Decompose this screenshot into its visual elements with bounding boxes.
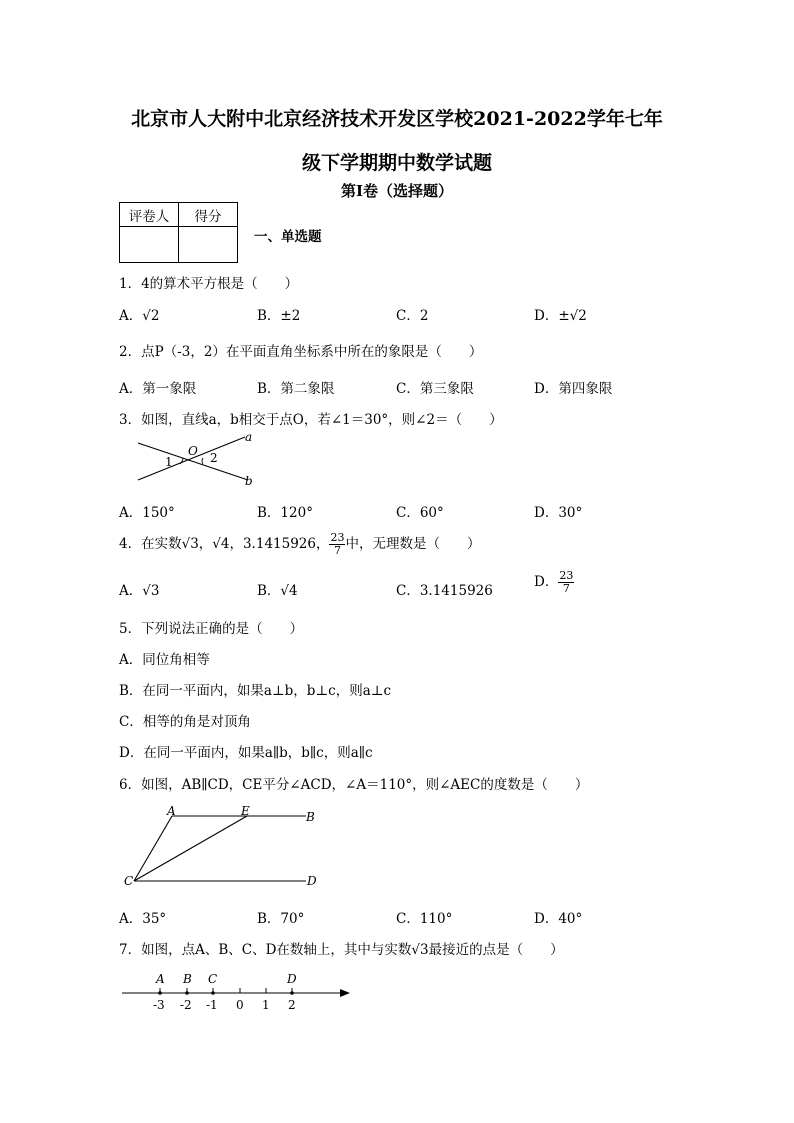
score-table-grader-header: 评卷人 [120,203,179,227]
q6-option-b: B．70° [257,911,305,927]
q2-option-d: D．第四象限 [534,381,613,397]
q3-option-b: B．120° [257,505,313,521]
q6-option-a: A．35° [119,911,167,927]
q5-option-d: D．在同一平面内，如果a∥b，b∥c，则a∥c [119,745,373,761]
q4-fraction [329,532,345,557]
question-7: 7．如图，点A、B、C、D在数轴上，其中与实数√3最接近的点是（ ） [119,942,564,958]
question-4 [119,530,480,558]
q3-option-a: A．150° [119,505,175,521]
section-title: 一、单选题 [254,229,322,245]
q7-tick-label-1: 1 [262,998,270,1012]
q1-option-b: B．±2 [257,308,301,324]
q6-label-d: D [307,874,317,888]
q7-tick-label-minus-3: -3 [153,998,165,1012]
q3-angle-2: 2 [210,451,218,465]
q7-tick-label-minus-1: -1 [206,998,218,1012]
q7-tick-label-0: 0 [236,998,244,1012]
q6-option-c: C．110° [396,911,453,927]
q6-figure [120,802,325,890]
q3-label-a: a [245,430,253,444]
title-line-1: 北京市人大附中北京经济技术开发区学校2021-2022学年七年 [131,108,663,130]
q3-angle-arc-2 [202,458,203,464]
q4-option-d-numerator: 23 [559,569,574,582]
q7-label-c: C [208,972,218,986]
q6-line-ce [134,816,247,881]
q3-option-c: C．60° [396,505,444,521]
q1-option-c: C．2 [396,308,429,324]
q6-line-ac [134,816,172,881]
q7-number-line [118,966,358,1016]
title-line-2: 级下学期期中数学试题 [301,152,492,174]
volume-label: 第I卷（选择题） [340,182,454,200]
q2-option-c: C．第三象限 [396,381,474,397]
score-table-score-header: 得分 [179,203,238,227]
q6-option-d: D．40° [534,911,583,927]
q6-label-e: E [241,804,250,818]
q4-option-c: C．3.1415926 [396,583,493,599]
q7-point-c [211,991,215,995]
q7-point-a [158,991,162,995]
q7-label-d: D [287,972,297,986]
q6-label-c: C [124,874,134,888]
q4-option-d-fraction [558,570,574,595]
q6-label-b: B [306,810,315,824]
q3-label-o: O [188,444,198,458]
q4-text-post: 中，无理数是（ ） [345,536,481,552]
q5-option-a: A．同位角相等 [119,652,210,668]
q3-angle-1: 1 [165,455,173,469]
question-6: 6．如图，AB∥CD，CE平分∠ACD，∠A＝110°，则∠AEC的度数是（ ） [119,777,589,793]
q1-option-d: D．±√2 [534,308,587,324]
q7-tick-label-minus-2: -2 [180,998,192,1012]
score-table-grader-cell [120,227,179,263]
q4-text-pre: 4．在实数√3，√4，3.1415926， [119,536,330,552]
q4-fraction-numerator: 23 [330,531,345,544]
q2-option-b: B．第二象限 [257,381,335,397]
q1-option-a: A．√2 [119,308,160,324]
q5-option-c: C．相等的角是对顶角 [119,714,251,730]
q4-option-d-label: D． [534,574,559,590]
q2-option-a: A．第一象限 [119,381,197,397]
q7-point-b [185,991,189,995]
q7-label-a: A [156,972,165,986]
q3-figure [130,428,265,490]
q7-label-b: B [183,972,192,986]
q7-tick-label-2: 2 [288,998,296,1012]
question-5: 5．下列说法正确的是（ ） [119,621,304,637]
q7-point-d [290,991,294,995]
q7-axis-arrow [340,989,350,997]
score-table [119,202,238,263]
q4-option-d-denominator: 7 [562,582,570,595]
q3-option-d: D．30° [534,505,583,521]
q6-label-a: A [167,804,176,818]
q4-option-a: A．√3 [119,583,160,599]
q4-option-d [534,568,574,596]
q3-label-b: b [245,474,253,488]
q5-option-b: B．在同一平面内，如果a⊥b，b⊥c，则a⊥c [119,683,392,699]
q4-fraction-denominator: 7 [333,544,341,557]
question-3: 3．如图，直线a，b相交于点O，若∠1＝30°，则∠2＝（ ） [119,412,503,428]
q4-option-b: B．√4 [257,583,298,599]
question-2: 2．点P（-3，2）在平面直角坐标系中所在的象限是（ ） [119,344,483,360]
question-1: 1．4的算术平方根是（ ） [119,276,299,292]
score-table-score-cell [179,227,238,263]
